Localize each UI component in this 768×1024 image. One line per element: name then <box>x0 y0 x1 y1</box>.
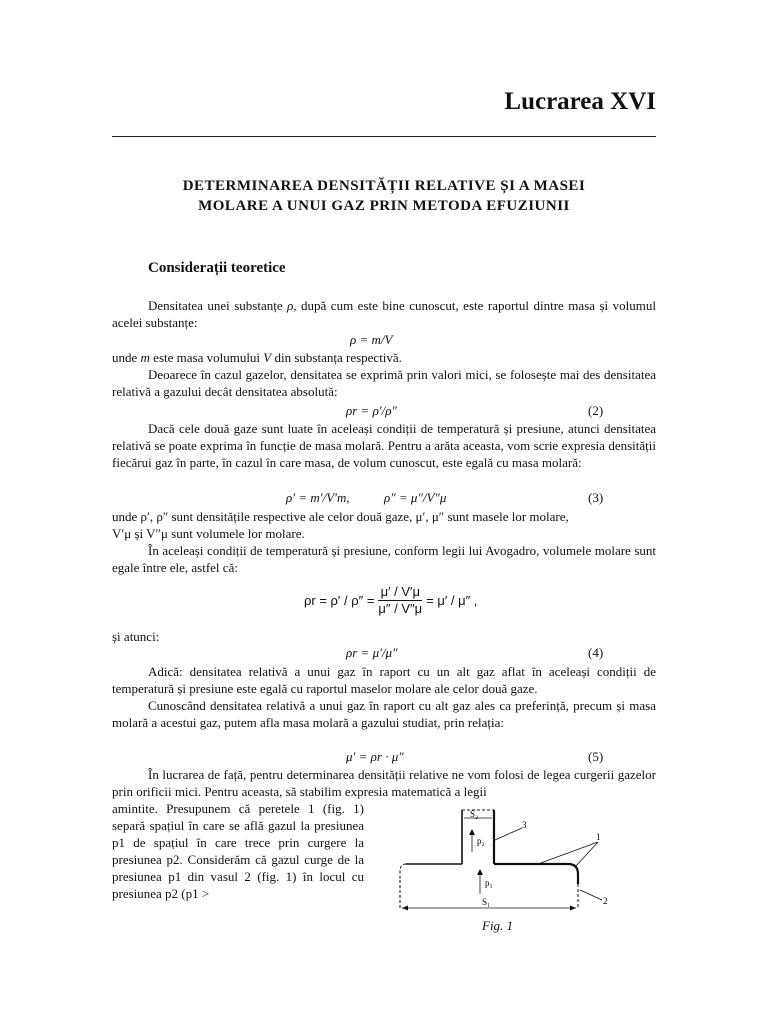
s1-arrowhead-left <box>402 906 408 911</box>
paragraph-10: În lucrarea de față, pentru determinarea densității relative ne vom folosi de legea curgerii gazelor prin orificii mici. Pentru aceasta, să stabilim expresia matematică a legii <box>112 767 656 799</box>
paragraph-8: Adică: densitatea relativă a unui gaz în raport cu un alt gaz aflat în aceleași condiții de temperatură și presiune este egală cu raportul maselor molare ale celor două gaze. <box>112 664 656 696</box>
label-1: 1 <box>596 832 601 842</box>
heading-line-1: DETERMINAREA DENSITĂȚII RELATIVE ȘI A MASEI <box>182 178 586 194</box>
fraction-denominator: μ″ / V″μ <box>378 600 423 616</box>
label-s1: S₁ <box>482 897 491 907</box>
leader-1a <box>538 842 598 864</box>
equation-4-number: (4) <box>588 645 604 660</box>
label-3: 3 <box>522 820 527 830</box>
label-2: 2 <box>603 896 608 906</box>
fraction-numerator: μ′ / V′μ <box>378 584 422 601</box>
leader-2 <box>580 890 602 900</box>
paragraph-6: În aceleași condiții de temperatură și presiune, conform legii lui Avogadro, volumele molare sunt egale între ele, astfel că: <box>112 543 656 575</box>
label-s2: S₂ <box>470 809 479 819</box>
equation-2-number: (2) <box>588 403 604 418</box>
paragraph-1: Densitatea unei substanțe ρ, după cum este bine cunoscut, este raportul dintre masa și volumul acelei substanțe: <box>112 298 656 330</box>
figure-caption: Fig. 1 <box>482 918 514 933</box>
paragraph-3: Deoarece în cazul gazelor, densitatea se exprimă prin valori mici, se folosește mai des densitatea relativă a gazului decât densitatea absolută: <box>112 367 656 399</box>
equation-5-number: (5) <box>588 749 604 764</box>
paragraph-5-line-1: unde ρ′, ρ″ sunt densitățile respective ale celor două gaze, μ′, μ″ sunt masele lor molare, <box>112 509 569 524</box>
paragraph-2: unde m este masa volumului V din substanța respectivă. <box>112 350 402 365</box>
paragraph-5-line-2: V′μ și V″μ sunt volumele lor molare. <box>112 526 305 541</box>
vessel-right-wall <box>568 864 578 884</box>
s1-arrowhead-right <box>570 906 576 911</box>
leader-1b <box>576 842 598 866</box>
equation-5: μ′ = ρr · μ″ <box>346 749 404 764</box>
fraction-rhs: = μ′ / μ″ , <box>426 592 478 608</box>
p2-arrowhead <box>469 829 475 835</box>
paragraph-4: Dacă cele două gaze sunt luate în aceleași condiții de temperatură și presiune, atunci densitatea relativă se poate exprima în funcție de masa molară. Pentru a arăta aceasta, vom scrie expresia densității fiecărui gaz în parte, în cazul în care masa, de volum cunoscut, este egală cu masa molară: <box>112 421 656 470</box>
section-title: Considerații teoretice <box>148 260 286 276</box>
paragraph-9: Cunoscând densitatea relativă a unui gaz în raport cu alt gaz ales ca preferință, precum și masa molară a acestui gaz, putem afla masa molară a gazului studiat, prin relația: <box>112 698 656 730</box>
label-p2: p₂ <box>477 836 485 846</box>
heading-line-2: MOLARE A UNUI GAZ PRIN METODA EFUZIUNII <box>198 198 570 214</box>
figure-1-diagram <box>388 804 628 912</box>
fraction <box>378 584 422 617</box>
fraction-lhs: ρr = ρ′ / ρ″ = <box>304 592 375 608</box>
label-p1: p₁ <box>485 878 493 888</box>
paragraph-11: amintite. Presupunem că peretele 1 (fig. 1) separă spațiul în care se află gazul la presiunea p1 de spațiul în care trece prin curgere la presiunea p2. Considerăm că gazul curge de la presiunea p1 din vasul 2 (fig. 1) în locul cu presiunea p2 (p1 > <box>112 801 364 901</box>
equation-3a: ρ′ = m′/V′m, <box>286 490 350 505</box>
equation-1: ρ = m/V <box>350 332 393 347</box>
equation-3-number: (3) <box>588 490 604 505</box>
equation-3b: ρ″ = μ″/V″μ <box>384 490 447 505</box>
page-title: Lucrarea XVI <box>504 88 656 115</box>
p1-arrowhead <box>477 869 483 875</box>
leader-3 <box>495 828 522 840</box>
paragraph-7: și atunci: <box>112 629 160 644</box>
equation-2: ρr = ρ′/ρ″ <box>346 403 397 418</box>
fraction-equation <box>304 580 477 620</box>
equation-4: ρr = μ′/μ″ <box>346 645 398 660</box>
vessel-left-dashed <box>400 864 406 880</box>
title-rule <box>112 136 656 137</box>
